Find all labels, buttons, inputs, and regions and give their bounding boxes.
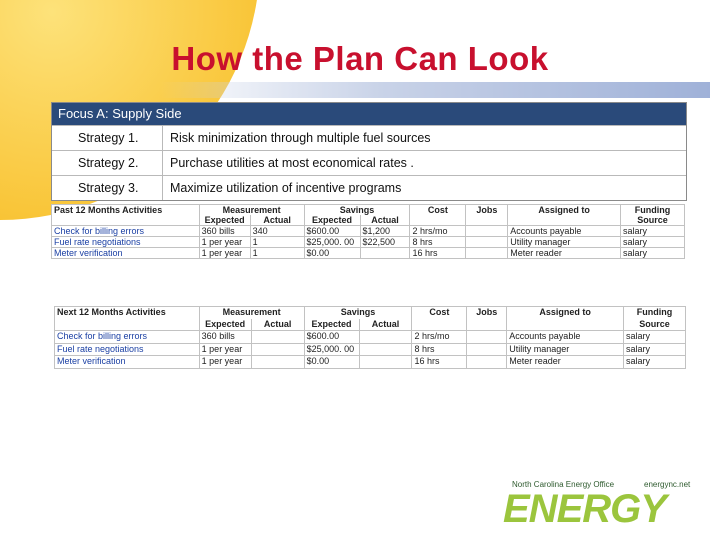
measurement-actual-cell: 1	[250, 237, 304, 248]
cost-cell: 16 hrs	[412, 356, 467, 369]
table-row	[52, 248, 685, 259]
funding-cell: salary	[624, 343, 686, 356]
subheader-expected: Expected	[199, 215, 250, 226]
savings-expected-cell: $0.00	[304, 248, 360, 259]
funding-cell: salary	[624, 331, 686, 344]
cost-cell: 8 hrs	[412, 343, 467, 356]
cost-cell: 2 hrs/mo	[412, 331, 467, 344]
logo-wordmark: ENERGY	[503, 487, 666, 531]
savings-expected-cell: $25,000. 00	[304, 237, 360, 248]
subheader-expected: Expected	[199, 319, 251, 331]
jobs-cell	[467, 331, 507, 344]
table-row	[52, 226, 685, 237]
strategy-text: Purchase utilities at most economical rates .	[170, 156, 414, 170]
subheader-actual: Actual	[360, 215, 410, 226]
title-underline-bar	[160, 82, 710, 98]
header-savings: Savings	[304, 307, 412, 319]
header-cost: Cost	[412, 307, 467, 331]
cost-cell: 16 hrs	[410, 248, 466, 259]
header-assigned: Assigned to	[507, 307, 624, 331]
jobs-cell	[466, 226, 508, 237]
subheader-expected: Expected	[304, 319, 359, 331]
header-measurement: Measurement	[199, 205, 304, 216]
header-activity: Next 12 Months Activities	[55, 307, 200, 331]
activity-cell: Meter verification	[55, 356, 200, 369]
jobs-cell	[467, 356, 507, 369]
measurement-actual-cell: 340	[250, 226, 304, 237]
activity-cell: Fuel rate negotiations	[52, 237, 200, 248]
measurement-actual-cell	[251, 331, 304, 344]
strategy-label: Strategy 2.	[52, 151, 163, 175]
header-funding: Funding	[624, 307, 686, 319]
header-jobs: Jobs	[467, 307, 507, 331]
measurement-expected-cell: 360 bills	[199, 226, 250, 237]
assigned-cell: Utility manager	[508, 237, 621, 248]
measurement-actual-cell	[251, 343, 304, 356]
past-activities-table	[51, 204, 685, 259]
focus-table	[51, 102, 687, 201]
measurement-expected-cell: 1 per year	[199, 248, 250, 259]
measurement-expected-cell: 360 bills	[199, 331, 251, 344]
strategy-label: Strategy 3.	[52, 176, 163, 200]
header-activity: Past 12 Months Activities	[52, 205, 200, 226]
measurement-actual-cell: 1	[250, 248, 304, 259]
focus-heading: Focus A: Supply Side	[52, 103, 686, 125]
assigned-cell: Meter reader	[507, 356, 624, 369]
strategy-label: Strategy 1.	[52, 126, 163, 150]
measurement-expected-cell: 1 per year	[199, 343, 251, 356]
jobs-cell	[466, 248, 508, 259]
subheader-expected: Expected	[304, 215, 360, 226]
strategy-text: Maximize utilization of incentive programs	[170, 181, 402, 195]
activity-cell: Meter verification	[52, 248, 200, 259]
savings-expected-cell: $0.00	[304, 356, 359, 369]
table-row	[55, 356, 686, 369]
header-funding: Funding	[621, 205, 685, 216]
savings-expected-cell: $25,000. 00	[304, 343, 359, 356]
table-row	[55, 343, 686, 356]
strategy-row	[52, 125, 686, 150]
savings-actual-cell: $1,200	[360, 226, 410, 237]
activity-cell: Check for billing errors	[55, 331, 200, 344]
measurement-expected-cell: 1 per year	[199, 237, 250, 248]
assigned-cell: Utility manager	[507, 343, 624, 356]
jobs-cell	[467, 343, 507, 356]
funding-cell: salary	[621, 237, 685, 248]
header-jobs: Jobs	[466, 205, 508, 226]
table-row	[52, 237, 685, 248]
savings-actual-cell	[359, 356, 412, 369]
funding-cell: salary	[621, 226, 685, 237]
header-funding-source: Source	[621, 215, 685, 226]
assigned-cell: Accounts payable	[508, 226, 621, 237]
subheader-actual: Actual	[359, 319, 412, 331]
cost-cell: 2 hrs/mo	[410, 226, 466, 237]
header-cost: Cost	[410, 205, 466, 226]
header-assigned: Assigned to	[508, 205, 621, 226]
cost-cell: 8 hrs	[410, 237, 466, 248]
next-activities-table	[54, 306, 686, 369]
page-title: How the Plan Can Look	[171, 40, 549, 77]
subheader-actual: Actual	[250, 215, 304, 226]
savings-expected-cell: $600.00	[304, 331, 359, 344]
activity-cell: Check for billing errors	[52, 226, 200, 237]
strategy-row	[52, 150, 686, 175]
header-savings: Savings	[304, 205, 410, 216]
activity-cell: Fuel rate negotiations	[55, 343, 200, 356]
strategy-text: Risk minimization through multiple fuel sources	[170, 131, 431, 145]
strategy-row	[52, 175, 686, 200]
measurement-actual-cell	[251, 356, 304, 369]
measurement-expected-cell: 1 per year	[199, 356, 251, 369]
savings-actual-cell: $22,500	[360, 237, 410, 248]
savings-actual-cell	[359, 331, 412, 344]
logo-url: energync.net	[644, 480, 691, 489]
funding-cell: salary	[624, 356, 686, 369]
logo-org-name: North Carolina Energy Office	[512, 480, 615, 489]
jobs-cell	[466, 237, 508, 248]
table-row	[55, 331, 686, 344]
header-funding-source: Source	[624, 319, 686, 331]
assigned-cell: Meter reader	[508, 248, 621, 259]
savings-expected-cell: $600.00	[304, 226, 360, 237]
assigned-cell: Accounts payable	[507, 331, 624, 344]
subheader-actual: Actual	[251, 319, 304, 331]
savings-actual-cell	[360, 248, 410, 259]
savings-actual-cell	[359, 343, 412, 356]
header-measurement: Measurement	[199, 307, 304, 319]
funding-cell: salary	[621, 248, 685, 259]
